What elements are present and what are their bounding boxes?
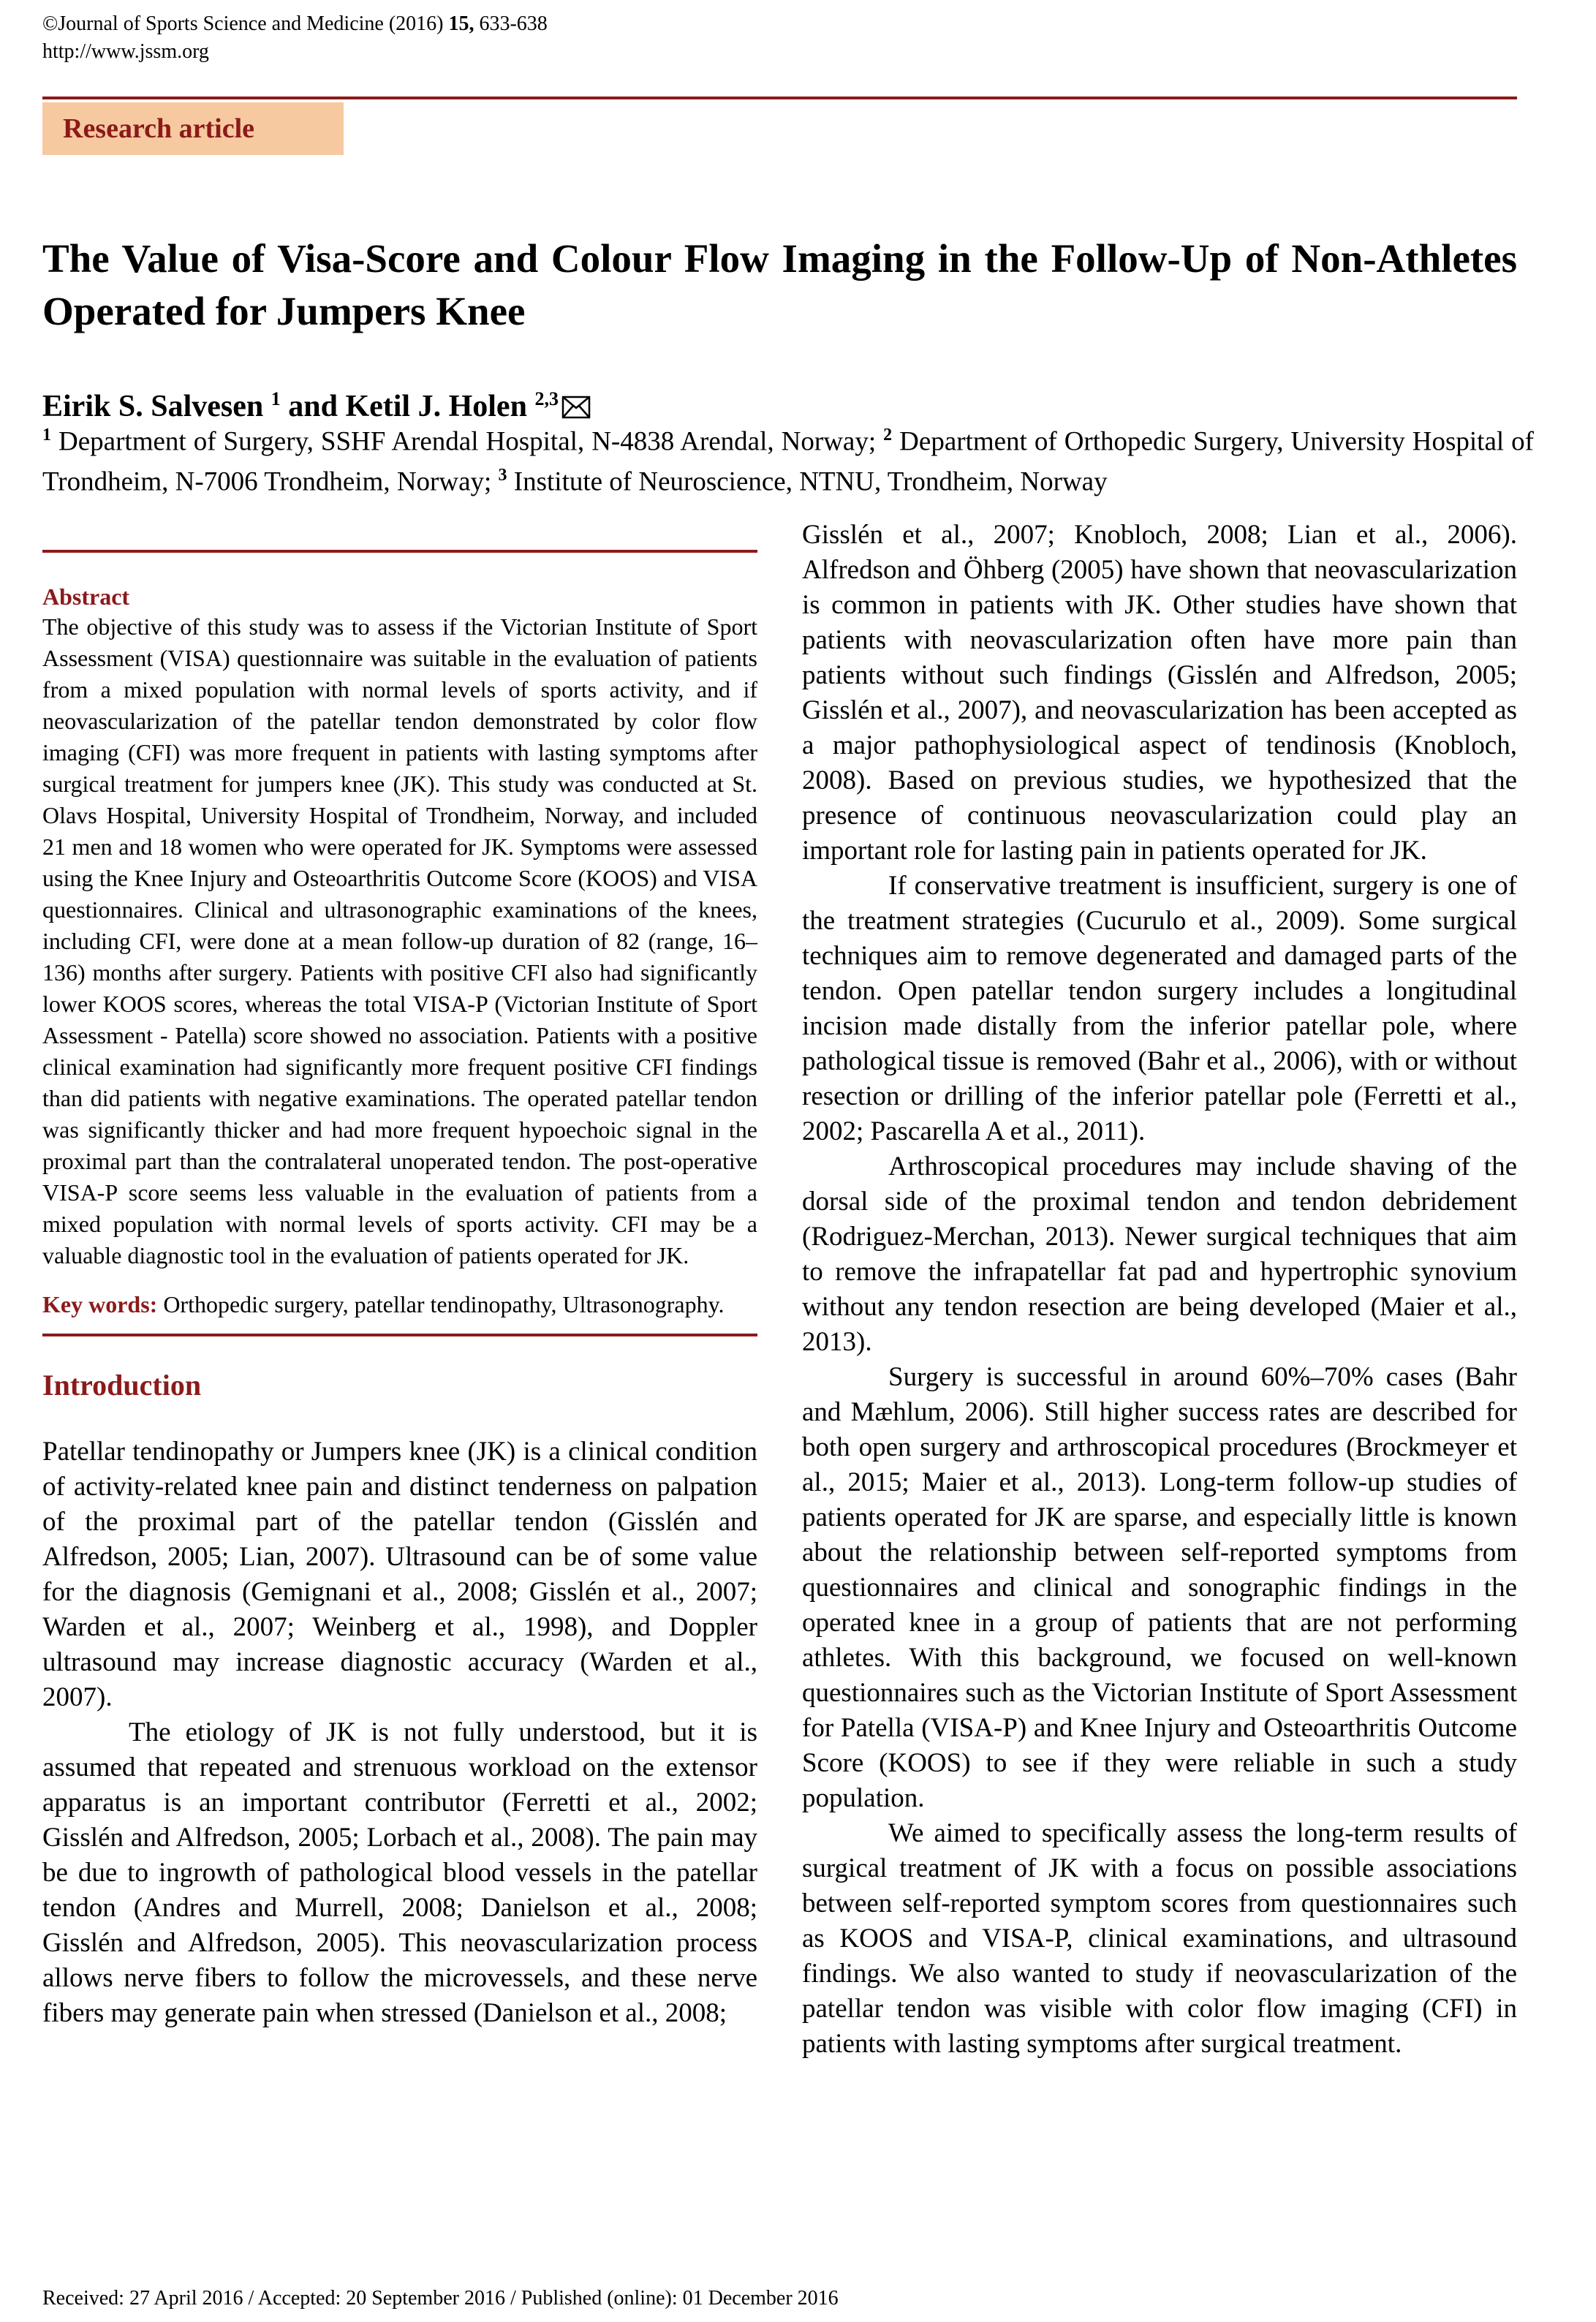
- affil-2: Department of Orthopedic Surgery, University Hospital of Trondheim, N-7006 Trondheim, Norway;: [42, 426, 1534, 497]
- abstract-bottom-rule: [42, 1334, 757, 1336]
- intro-paragraph-1: Patellar tendinopathy or Jumpers knee (JK) is a clinical condition of activity-related knee pain and distinct tenderness on palpation of the proximal part of the patellar tendon (Gisslén and Alfredson, 2005; Lian, 2007). Ultrasound can be of some value for the diagnosis (Gemignani et al., 2008; Gisslén et al., 2007; Warden et al., 2007; Weinberg et al., 1998), and Doppler ultrasound may increase diagnostic accuracy (Warden et al., 2007).: [42, 1437, 757, 1712]
- author-2: and Ketil J. Holen: [280, 390, 535, 423]
- article-title: The Value of Visa-Score and Colour Flow Imaging in the Follow-Up of Non-Athletes Operated for Jumpers Knee: [42, 236, 1517, 333]
- keywords-label: Key words:: [42, 1291, 158, 1317]
- keywords: [42, 1289, 757, 1320]
- header-rule: [42, 97, 1517, 99]
- publication-dates: Received: 27 April 2016 / Accepted: 20 September 2016 / Published (online): 01 December 2016: [42, 2287, 839, 2310]
- affil-3: Institute of Neuroscience, NTNU, Trondheim, Norway: [507, 466, 1108, 497]
- author-1-affil: 1: [271, 388, 281, 409]
- journal-pages: 633-638: [474, 12, 548, 35]
- affil-1: Department of Surgery, SSHF Arendal Hospital, N-4838 Arendal, Norway;: [51, 426, 884, 457]
- affil-3-marker: 3: [498, 466, 507, 485]
- journal-url[interactable]: http://www.jssm.org: [42, 40, 209, 63]
- affiliations: [42, 418, 1534, 499]
- left-column: [42, 512, 757, 2031]
- introduction-heading: Introduction: [42, 1369, 202, 1402]
- right-column: [802, 518, 1517, 2062]
- author-1: Eirik S. Salvesen: [42, 390, 271, 423]
- affil-2-marker: 2: [883, 426, 893, 445]
- abstract-top-rule: [42, 550, 757, 553]
- intro-paragraph-6: We aimed to specifically assess the long-term results of surgical treatment of JK with a focus on possible associations between self-reported symptom scores from questionnaires such as KOOS and VISA-P, clinical examinations, and ultrasound findings. We also wanted to study if neovascularization of the patellar tendon was visible with color flow imaging (CFI) in patients with lasting symptoms after surgical treatment.: [802, 1818, 1517, 2059]
- journal-citation: [42, 10, 548, 66]
- intro-paragraph-2: The etiology of JK is not fully understood, but it is assumed that repeated and strenuous workload on the extensor apparatus is an important contributor (Ferretti et al., 2002; Gisslén and Alfredson, 2005; Lorbach et al., 2008). The pain may be due to ingrowth of pathological blood vessels in the patellar tendon (Andres and Murrell, 2008; Danielson et al., 2008; Gisslén and Alfredson, 2005). This neovascularization process allows nerve fibers to follow the microvessels, and these nerve fibers may generate pain when stressed (Danielson et al., 2008;: [42, 1717, 757, 2028]
- intro-paragraph-5: Surgery is successful in around 60%–70% cases (Bahr and Mæhlum, 2006). Still higher success rates are described for both open surgery and arthroscopical procedures (Brockmeyer et al., 2015; Maier et al., 2013). Long-term follow-up studies of patients operated for JK are sparse, and especially little is known about the relationship between self-reported symptoms from questionnaires and clinical and sonographic findings in the operated knee in a group of patients that are not performing athletes. With this background, we focused on well-known questionnaires such as the Victorian Institute of Sport Assessment for Patella (VISA-P) and Knee Injury and Osteoarthritis Outcome Score (KOOS) to see if they were reliable in such a study population.: [802, 1362, 1517, 1813]
- keywords-text: Orthopedic surgery, patellar tendinopathy, Ultrasonography.: [157, 1291, 725, 1317]
- intro-paragraph-4: Arthroscopical procedures may include shaving of the dorsal side of the proximal tendon and tendon debridement (Rodriguez-Merchan, 2013). Newer surgical techniques that aim to remove the infrapatellar fat pad and hypertrophic synovium without any tendon resection are being developed (Maier et al., 2013).: [802, 1151, 1517, 1357]
- abstract-heading: Abstract: [42, 583, 130, 610]
- affil-1-marker: 1: [42, 426, 51, 445]
- article-type-badge: Research article: [42, 102, 344, 155]
- intro-paragraph-3: If conservative treatment is insufficient, surgery is one of the treatment strategies (Cucurulo et al., 2009). Some surgical techniques aim to remove degenerated and damaged parts of the tendon. Open patellar tendon surgery includes a longitudinal incision made distally from the inferior patellar pole, where pathological tissue is removed (Bahr et al., 2006), with or without resection or drilling of the inferior patellar pole (Ferretti et al., 2002; Pascarella A et al., 2011).: [802, 871, 1517, 1146]
- intro-paragraph-2-cont: Gisslén et al., 2007; Knobloch, 2008; Lian et al., 2006). Alfredson and Öhberg (2005) have shown that neovascularization is common in patients with JK. Other studies have shown that patients with neovascularization often have more pain than patients without such findings (Gisslén and Alfredson, 2005; Gisslén et al., 2007), and neovascularization has been accepted as a major pathophysiological aspect of tendinosis (Knobloch, 2008). Based on previous studies, we hypothesized that the presence of continuous neovascularization could play an important role for lasting pain in patients operated for JK.: [802, 520, 1517, 866]
- abstract-body: The objective of this study was to assess if the Victorian Institute of Sport Assessment (VISA) questionnaire was suitable in the evaluation of patients from a mixed population with normal levels of sports activity, and if neovascularization of the patellar tendon demonstrated by color flow imaging (CFI) was more frequent in patients with lasting symptoms after surgical treatment for jumpers knee (JK). This study was conducted at St. Olavs Hospital, University Hospital of Trondheim, Norway, and included 21 men and 18 women who were operated for JK. Symptoms were assessed using the Knee Injury and Osteoarthritis Outcome Score (KOOS) and VISA questionnaires. Clinical and ultrasonographic examinations of the knees, including CFI, were done at a mean follow-up duration of 82 (range, 16–136) months after surgery. Patients with positive CFI also had significantly lower KOOS scores, whereas the total VISA-P (Victorian Institute of Sport Assessment - Patella) score showed no association. Patients with a positive clinical examination had significantly more frequent positive CFI findings than did patients with negative examinations. The operated patellar tendon was significantly thicker and had more frequent hypoechoic signal in the proximal part than the contralateral unoperated tendon. The post-operative VISA-P score seems less valuable in the evaluation of patients from a mixed population with normal levels of sports activity. CFI may be a valuable diagnostic tool in the evaluation of patients operated for JK.: [42, 613, 757, 1268]
- author-2-affil: 2,3: [534, 388, 559, 409]
- journal-prefix: ©Journal of Sports Science and Medicine (2016): [42, 12, 449, 35]
- journal-volume: 15,: [448, 12, 474, 35]
